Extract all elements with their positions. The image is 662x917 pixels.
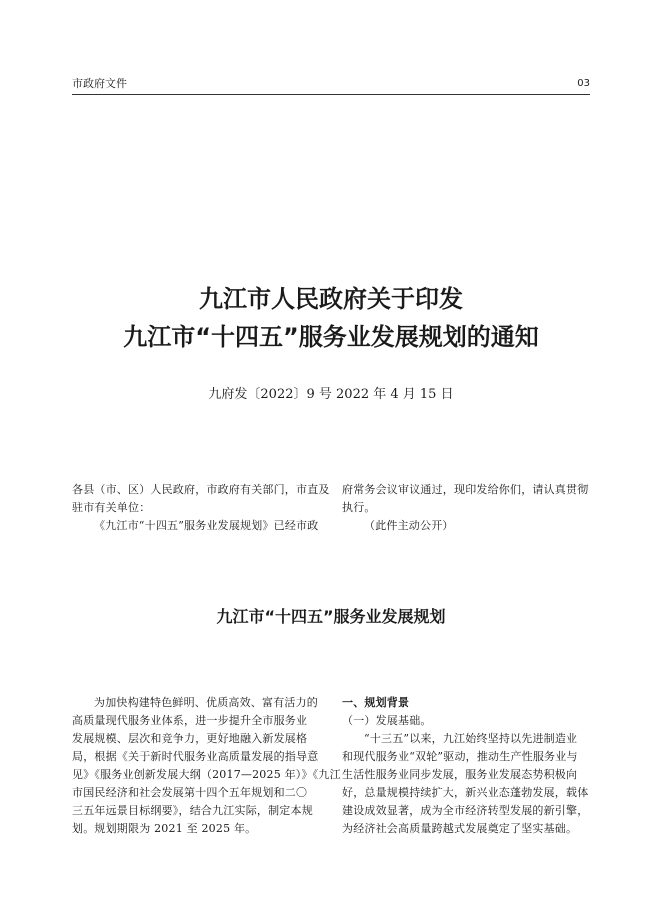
notice-column-left <box>72 481 330 535</box>
plan-line: 见》《服务业创新发展大纲（2017—2025 年）》《九江 <box>72 768 341 781</box>
plan-line: 划。规划期限为 2021 至 2025 年。 <box>72 822 257 835</box>
section-heading: 一、规划背景 <box>342 696 410 709</box>
running-header <box>72 78 590 95</box>
notice-line: 执行。 <box>342 501 376 514</box>
plan-title: 九江市“十四五”服务业发展规划 <box>216 607 446 626</box>
plan-line: 好，总量规模持续扩大，新兴业态蓬勃发展，载体 <box>342 786 589 799</box>
header-section-label: 市政府文件 <box>72 77 127 90</box>
page-number: 03 <box>577 78 590 89</box>
plan-line: 局，根据《关于新时代服务业高质量发展的指导意 <box>72 750 319 763</box>
plan-line: 为经济社会高质量跨越式发展奠定了坚实基础。 <box>342 822 578 835</box>
notice-column-right <box>342 481 592 535</box>
notice-line: 各县（市、区）人民政府，市政府有关部门，市直及 <box>72 483 330 496</box>
plan-line: 市国民经济和社会发展第十四个五年规划和二〇 <box>72 786 308 799</box>
subsection-heading: （一）发展基础。 <box>342 714 432 727</box>
plan-line: 为加快构建特色鲜明、优质高效、富有活力的 <box>94 696 318 709</box>
notice-line: 《九江市“十四五”服务业发展规划》已经市政 <box>94 519 319 532</box>
plan-line: “十三五”以来，九江始终坚持以先进制造业 <box>364 732 578 745</box>
plan-column-right <box>342 694 592 838</box>
plan-line: 和现代服务业“双轮”驱动，推动生产性服务业与 <box>342 750 578 763</box>
plan-line: 高质量现代服务业体系，进一步提升全市服务业 <box>72 714 308 727</box>
notice-line: 驻市有关单位： <box>72 501 151 514</box>
plan-column-left <box>72 694 341 838</box>
title-line-1: 九江市人民政府关于印发 <box>199 285 463 313</box>
title-line-2: 九江市“十四五”服务业发展规划的通知 <box>123 323 539 351</box>
document-title <box>72 280 590 356</box>
notice-line: 府常务会议审议通过，现印发给你们，请认真贯彻 <box>342 483 589 496</box>
plan-line: 三五年远景目标纲要》，结合九江实际，制定本规 <box>72 804 313 817</box>
document-number-date: 九府发〔2022〕9 号 2022 年 4 月 15 日 <box>208 387 454 402</box>
plan-line: 生活性服务业同步发展，服务业发展态势积极向 <box>342 768 578 781</box>
plan-line: 建设成效显著，成为全市经济转型发展的新引擎， <box>342 804 589 817</box>
public-release-note: （此件主动公开） <box>364 519 454 532</box>
plan-line: 发展规模、层次和竞争力，更好地融入新发展格 <box>72 732 308 745</box>
